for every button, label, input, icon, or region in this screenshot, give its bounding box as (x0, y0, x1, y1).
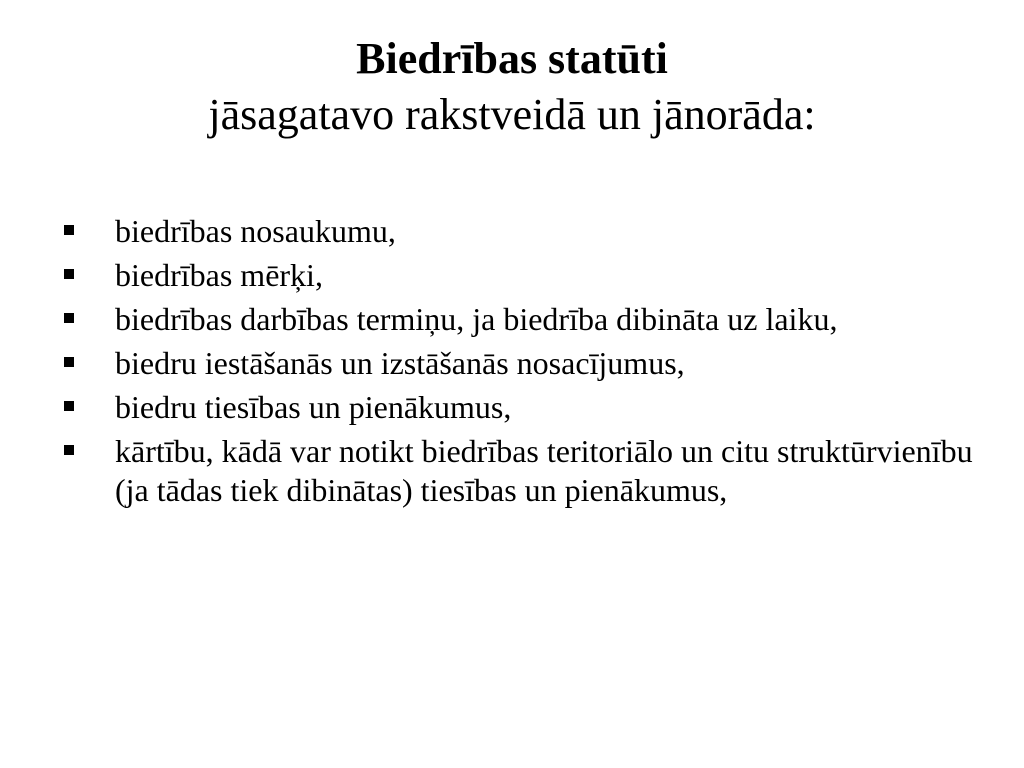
bullet-text: biedrības darbības termiņu, ja biedrība dibināta uz laiku, (115, 301, 838, 337)
square-bullet-icon (64, 269, 74, 279)
bullet-item-structure (60, 432, 980, 510)
slide-subtitle: jāsagatavo rakstveidā un jānorāda: (208, 90, 816, 139)
bullet-text: biedru tiesības un pienākumus, (115, 389, 512, 425)
bullet-text: biedru iestāšanās un izstāšanās nosacījumus, (115, 345, 685, 381)
bullet-item-membership (60, 344, 980, 383)
bullet-item-rights (60, 388, 980, 427)
square-bullet-icon (64, 313, 74, 323)
square-bullet-icon (64, 445, 74, 455)
bullet-item-goals (60, 256, 980, 295)
bullet-text: biedrības nosaukumu, (115, 213, 396, 249)
square-bullet-icon (64, 401, 74, 411)
bullet-item-term (60, 300, 980, 339)
square-bullet-icon (64, 225, 74, 235)
bullet-text: kārtību, kādā var notikt biedrības teritoriālo un citu struktūrvienību (ja tādas tiek dibinātas) tiesības un pienākumus, (115, 433, 973, 508)
bullet-item-name (60, 212, 980, 251)
title-block (0, 30, 1024, 142)
bullet-text: biedrības mērķi, (115, 257, 323, 293)
square-bullet-icon (64, 357, 74, 367)
bullet-list (60, 212, 980, 515)
slide-title: Biedrības statūti (356, 34, 668, 83)
